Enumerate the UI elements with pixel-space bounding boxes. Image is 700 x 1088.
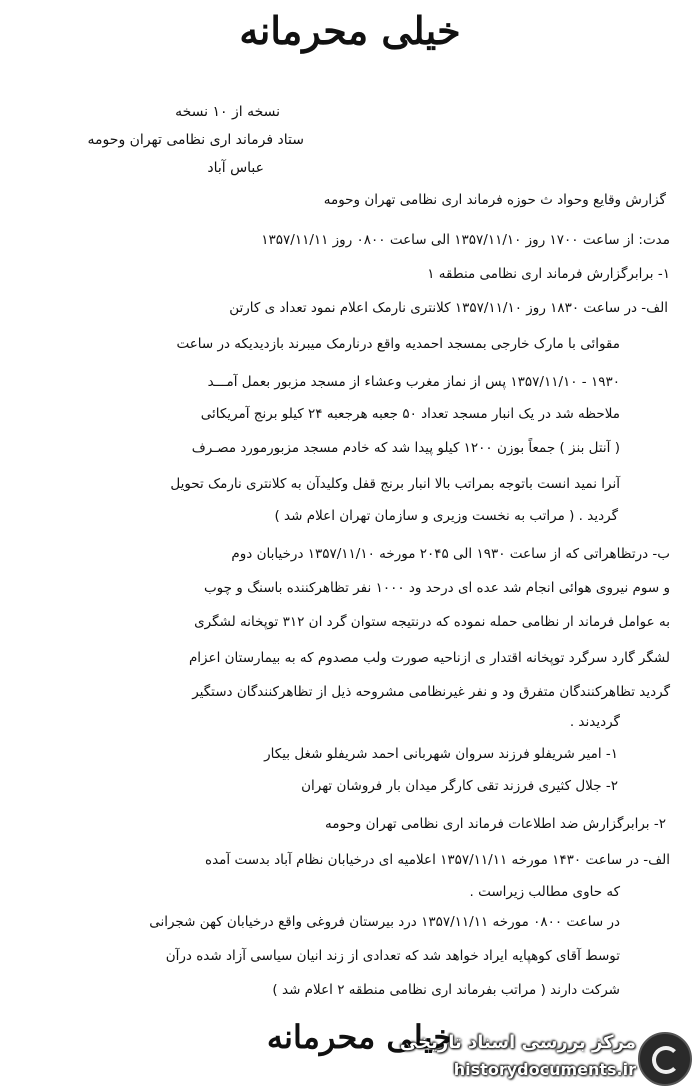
- location-line: عباس آباد: [207, 160, 264, 176]
- paragraph-line: الف- در ساعت ۱۸۳۰ روز ۱۳۵۷/۱۱/۱۰ کلانتری نارمک اعلام نمود تعداد ی کارتن: [229, 300, 668, 316]
- paragraph-line: توسط آقای کوهپایه ایراد خواهد شد که تعدادی از زند انیان سیاسی آزاد شده درآن: [165, 948, 620, 964]
- paragraph-line: الف- در ساعت ۱۴۳۰ مورخه ۱۳۵۷/۱۱/۱۱ اعلامیه ای درخیابان نظام آباد بدست آمده: [205, 852, 670, 868]
- arrested-person-1: ۱- امیر شریفلو فرزند سروان شهربانی احمد شریفلو شغل بیکار: [264, 746, 618, 762]
- paragraph-line: ( آنتل بنز ) جمعاً بوزن ۱۲۰۰ کیلو پیدا شد که خادم مسجد مزبورمورد مصـرف: [191, 440, 620, 456]
- paragraph-line: و سوم نیروی هوائی انجام شد عده ای درحد ود ۱۰۰۰ نفر تظاهرکننده باسنگ و چوب: [203, 580, 670, 596]
- copy-number: نسخه از ۱۰ نسخه: [175, 104, 280, 120]
- archive-logo-icon: [638, 1032, 692, 1086]
- paragraph-line: که حاوی مطالب زیراست .: [469, 884, 620, 900]
- paragraph-line: گردیدند .: [569, 714, 620, 730]
- organization-line: ستاد فرماند اری نظامی تهران وحومه: [87, 132, 304, 148]
- classification-stamp-bottom: خیلی محرمانه: [266, 1018, 454, 1056]
- paragraph-line: شرکت دارند ( مراتب بفرماند اری نظامی منطقه ۲ اعلام شد ): [272, 982, 620, 998]
- watermark-site: historydocuments.ir: [453, 1060, 636, 1079]
- paragraph-line: گردید . ( مراتب به نخست وزیری و سازمان تهران اعلام شد ): [274, 508, 618, 524]
- report-title: گزارش وقایع وحواد ث حوزه فرماند اری نظامی تهران وحومه: [323, 192, 666, 208]
- paragraph-line: به عوامل فرماند ار نظامی حمله نموده که درنتیجه ستوان گرد ان ۳۱۲ توپخانه لشگری: [194, 614, 670, 630]
- section-2-heading: ۲- برابرگزارش ضد اطلاعات فرماند اری نظامی تهران وحومه: [325, 816, 666, 832]
- paragraph-line: در ساعت ۰۸۰۰ مورخه ۱۳۵۷/۱۱/۱۱ درد بیرستان فروغی واقع درخیابان کهن شجرانی: [149, 914, 620, 930]
- paragraph-line: لشگر گارد سرگرد توپخانه اقتدار ی ازناحیه صورت ولب مصدوم که به بیمارستان اعزام: [188, 650, 670, 666]
- paragraph-line: مقوائی با مارک خارجی بمسجد احمدیه واقع درنارمک میبرند بازدیدیکه در ساعت: [176, 336, 620, 352]
- arrested-person-2: ۲- جلال کثیری فرزند تقی کارگر میدان بار فروشان تهران: [301, 778, 618, 794]
- paragraph-line: ب- درتظاهراتی که از ساعت ۱۹۳۰ الی ۲۰۴۵ مورخه ۱۳۵۷/۱۱/۱۰ درخیابان دوم: [231, 546, 670, 562]
- paragraph-line: ملاحظه شد در یک انبار مسجد تعداد ۵۰ جعبه هرجعبه ۲۴ کیلو برنج آمریکائی: [200, 406, 620, 422]
- section-1-heading: ۱- برابرگزارش فرماند اری نظامی منطقه ۱: [427, 266, 670, 282]
- report-period: مدت: از ساعت ۱۷۰۰ روز ۱۳۵۷/۱۱/۱۰ الی ساعت ۰۸۰۰ روز ۱۳۵۷/۱۱/۱۱: [261, 232, 670, 248]
- classification-stamp-top: خیلی محرمانه: [239, 8, 461, 53]
- paragraph-line: ۱۹۳۰ - ۱۳۵۷/۱۱/۱۰ پس از نماز مغرب وعشاء از مسجد مزبور بعمل آمـــد: [207, 374, 620, 390]
- watermark-name: مرکز بررسی اسناد تاریخی: [399, 1032, 636, 1053]
- paragraph-line: گردید تظاهرکنندگان متفرق ود و نفر غیرنظامی مشروحه ذیل از تظاهرکنندگان دستگیر: [192, 684, 670, 700]
- archive-watermark: [392, 1030, 692, 1086]
- paragraph-line: آنرا نمید انست باتوجه بمراتب بالا انبار برنج قفل وکلیدآن به کلانتری نارمک تحویل: [170, 476, 620, 492]
